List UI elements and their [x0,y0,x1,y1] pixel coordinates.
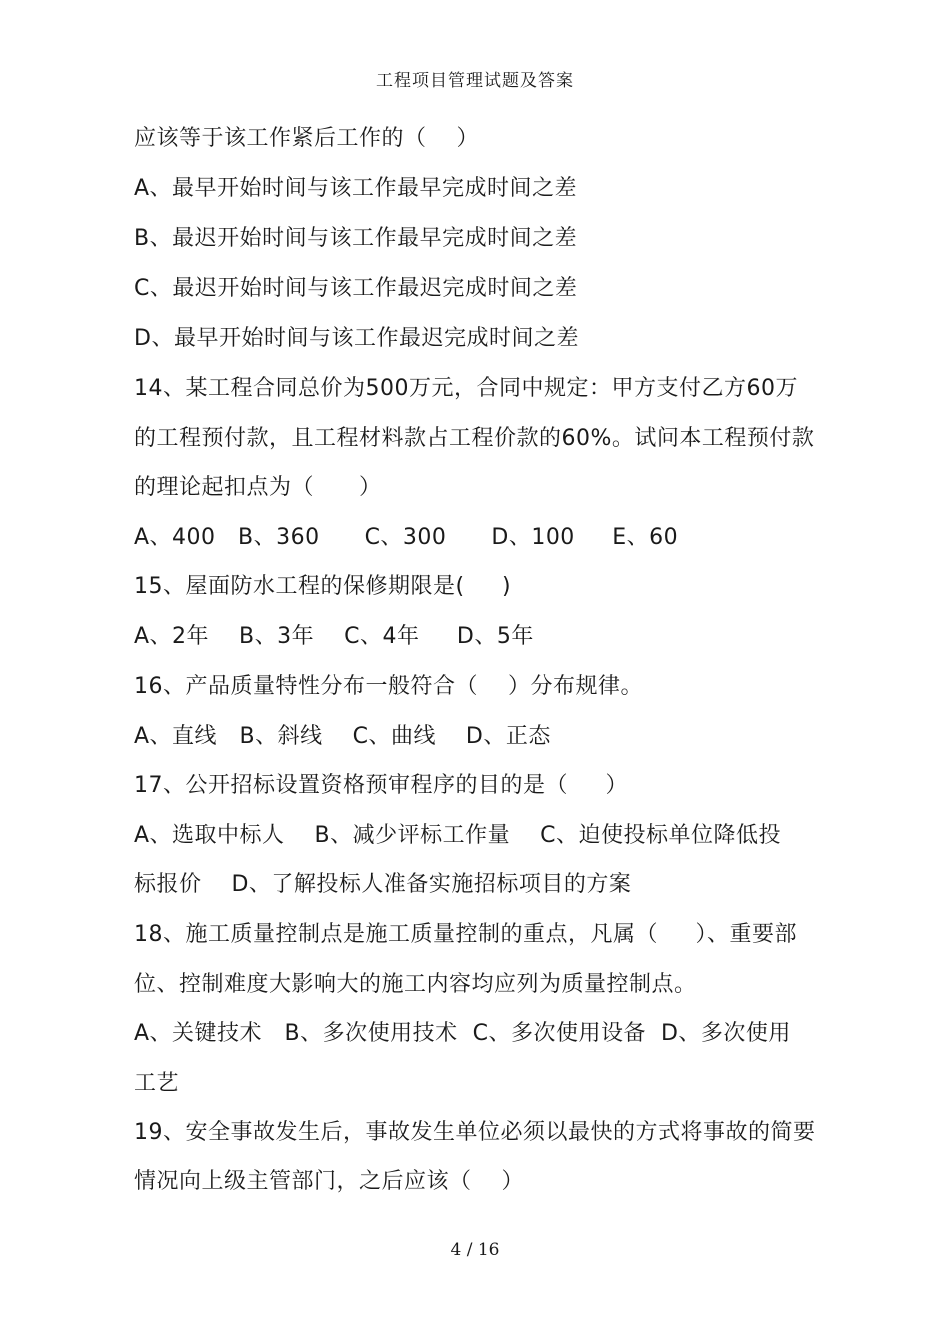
text-line-question-17-options: A、选取中标人 B、减少评标工作量 C、迫使投标单位降低投 [134,823,781,848]
text-line-option-c: C、最迟开始时间与该工作最迟完成时间之差 [134,276,578,301]
text-line-option-d: D、最早开始时间与该工作最迟完成时间之差 [134,326,579,351]
text-line-question-16: 16、产品质量特性分布一般符合（ ）分布规律。 [134,674,643,699]
text-line-question-14-cont: 的理论起扣点为（ ） [134,475,382,500]
text-line-question-18: 18、施工质量控制点是施工质量控制的重点，凡属（ ）、重要部 [134,922,797,947]
text-line-question-14: 14、某工程合同总价为500万元，合同中规定：甲方支付乙方60万 [134,376,798,401]
text-line-question-17-options-cont: 标报价 D、了解投标人准备实施招标项目的方案 [134,872,632,897]
text-line-option-b: B、最迟开始时间与该工作最早完成时间之差 [134,226,578,251]
text-line-question-19-cont: 情况向上级主管部门，之后应该（ ） [134,1169,524,1194]
text-line-option-a: A、最早开始时间与该工作最早完成时间之差 [134,176,578,201]
text-line-question-15-options: A、2年 B、3年 C、4年 D、5年 [134,624,534,649]
text-line-question-18-options-cont: 工艺 [134,1071,180,1096]
text-line-question-14-cont: 的工程预付款，且工程材料款占工程价款的60%。试问本工程预付款 [134,426,815,451]
page-number: 4 / 16 [450,1240,500,1260]
text-line-question-15: 15、屋面防水工程的保修期限是( ) [134,574,512,599]
text-line-question-18-cont: 位、控制难度大影响大的施工内容均应列为质量控制点。 [134,972,697,997]
text-line-question-19: 19、安全事故发生后，事故发生单位必须以最快的方式将事故的简要 [134,1120,816,1145]
text-line-question-18-options: A、关键技术 B、多次使用技术 C、多次使用设备 D、多次使用 [134,1021,791,1046]
text-line-question-13-stem-end: 应该等于该工作紧后工作的（ ） [134,126,479,151]
text-line-question-16-options: A、直线 B、斜线 C、曲线 D、正态 [134,724,551,749]
text-line-question-17: 17、公开招标设置资格预审程序的目的是（ ） [134,773,628,798]
text-line-question-14-options: A、400 B、360 C、300 D、100 E、60 [134,525,679,550]
page-header-title: 工程项目管理试题及答案 [376,71,574,91]
